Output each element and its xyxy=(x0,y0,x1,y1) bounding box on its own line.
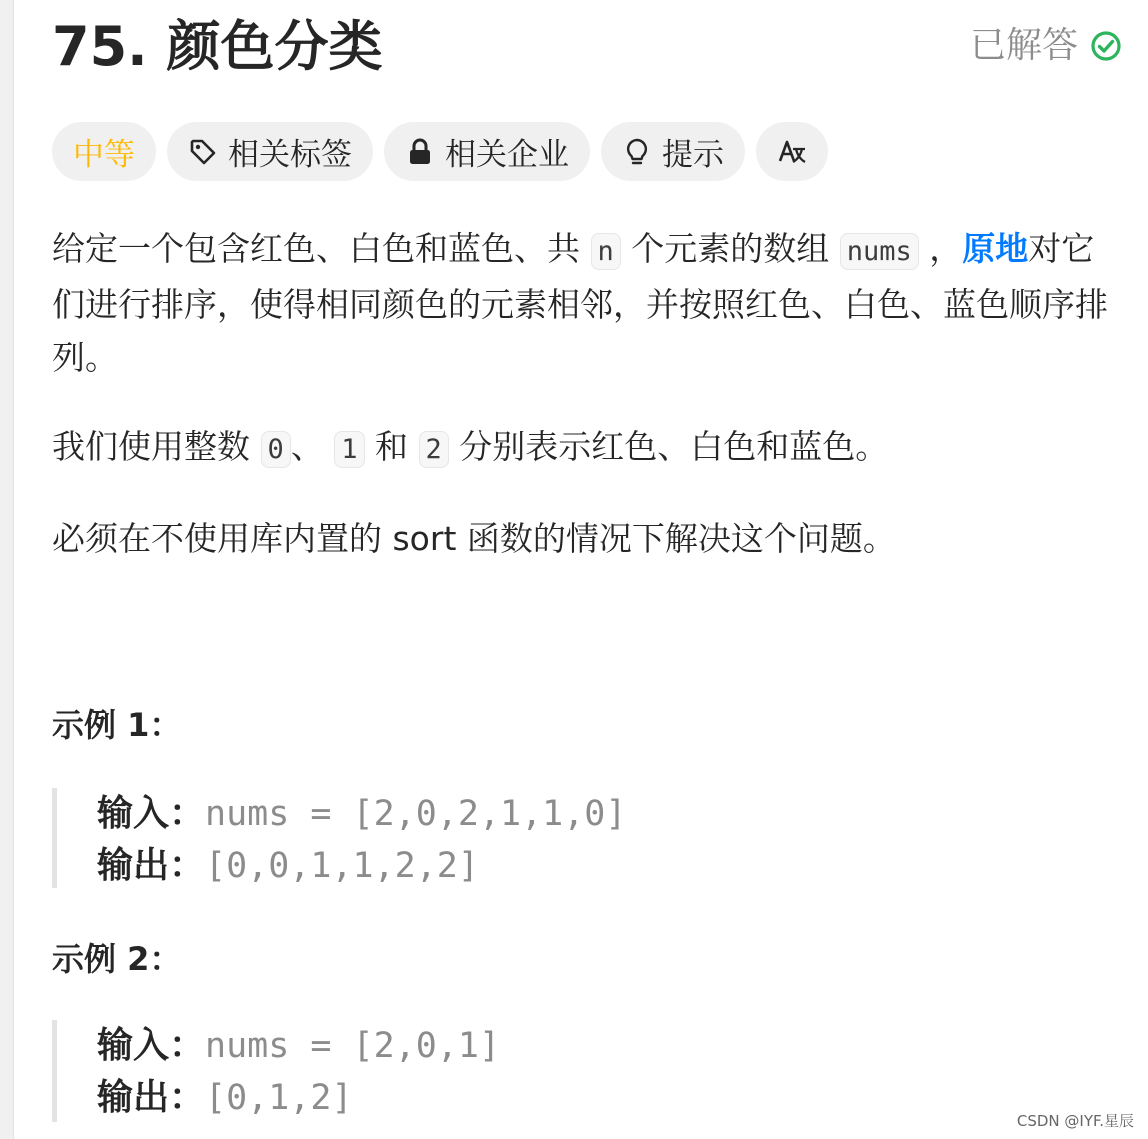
lightbulb-icon xyxy=(622,137,652,167)
hints-button[interactable] xyxy=(601,122,745,181)
difficulty-badge xyxy=(52,122,156,181)
solved-status xyxy=(970,24,1122,68)
text-span: 分别表示红色、白色和蓝色。 xyxy=(448,427,889,466)
companies-tag-button[interactable] xyxy=(384,122,590,181)
text-span: 给定一个包含红色、白色和蓝色、共 xyxy=(52,229,591,268)
translate-icon xyxy=(777,137,807,167)
inline-code-nums: nums xyxy=(840,233,919,270)
tag-icon xyxy=(188,137,218,167)
left-scroll-rail xyxy=(0,0,14,1139)
translate-button[interactable] xyxy=(756,122,828,181)
text-span: 和 xyxy=(364,427,419,466)
inline-code-0: 0 xyxy=(261,431,291,468)
input-label: 输入： xyxy=(97,793,206,834)
text-span: 对它们进行排序，使得相同颜色的元素相邻，并按照红色、白色、蓝色顺序排列。 xyxy=(52,229,1108,377)
description-paragraph-2 xyxy=(52,420,1112,476)
example-2-block xyxy=(52,1020,1052,1122)
title-row xyxy=(52,10,1122,90)
companies-tag-label: 相关企业 xyxy=(445,137,569,173)
inline-code-n: n xyxy=(591,233,621,270)
input-label: 输入： xyxy=(97,1025,206,1066)
difficulty-label: 中等 xyxy=(73,137,135,173)
description-paragraph-3: 必须在不使用库内置的 sort 函数的情况下解决这个问题。 xyxy=(52,519,896,558)
example-2-input xyxy=(97,1020,1052,1072)
topics-tag-button[interactable] xyxy=(167,122,373,181)
example-2-title: 示例 2： xyxy=(52,940,182,978)
text-span: 我们使用整数 xyxy=(52,427,261,466)
watermark: CSDN @IYF.星辰 xyxy=(1016,1112,1134,1130)
problem-title: 75. 颜色分类 xyxy=(52,15,383,78)
text-span: 、 xyxy=(290,427,335,466)
output-value: [0,1,2] xyxy=(205,1078,353,1118)
inline-code-1: 1 xyxy=(334,431,364,468)
inline-code-2: 2 xyxy=(419,431,449,468)
check-circle-icon xyxy=(1090,30,1122,62)
input-value: nums = [2,0,1] xyxy=(205,1026,501,1066)
example-1-title: 示例 1： xyxy=(52,706,182,744)
text-span: ， xyxy=(918,229,963,268)
lock-icon xyxy=(405,137,435,167)
hints-label: 提示 xyxy=(662,137,724,173)
output-label: 输出： xyxy=(97,1077,206,1118)
input-value: nums = [2,0,2,1,1,0] xyxy=(205,794,627,834)
example-1-input xyxy=(97,788,1052,840)
example-2-output xyxy=(97,1072,1052,1124)
in-place-link[interactable]: 原地 xyxy=(962,229,1029,268)
example-1-output xyxy=(97,840,1052,892)
description-paragraph-1 xyxy=(52,222,1112,384)
topics-tag-label: 相关标签 xyxy=(228,137,352,173)
output-value: [0,0,1,1,2,2] xyxy=(205,846,479,886)
text-span: 个元素的数组 xyxy=(620,229,840,268)
solved-label: 已解答 xyxy=(969,25,1078,66)
output-label: 输出： xyxy=(97,845,206,886)
example-1-block xyxy=(52,788,1052,888)
tag-bar xyxy=(52,122,828,181)
